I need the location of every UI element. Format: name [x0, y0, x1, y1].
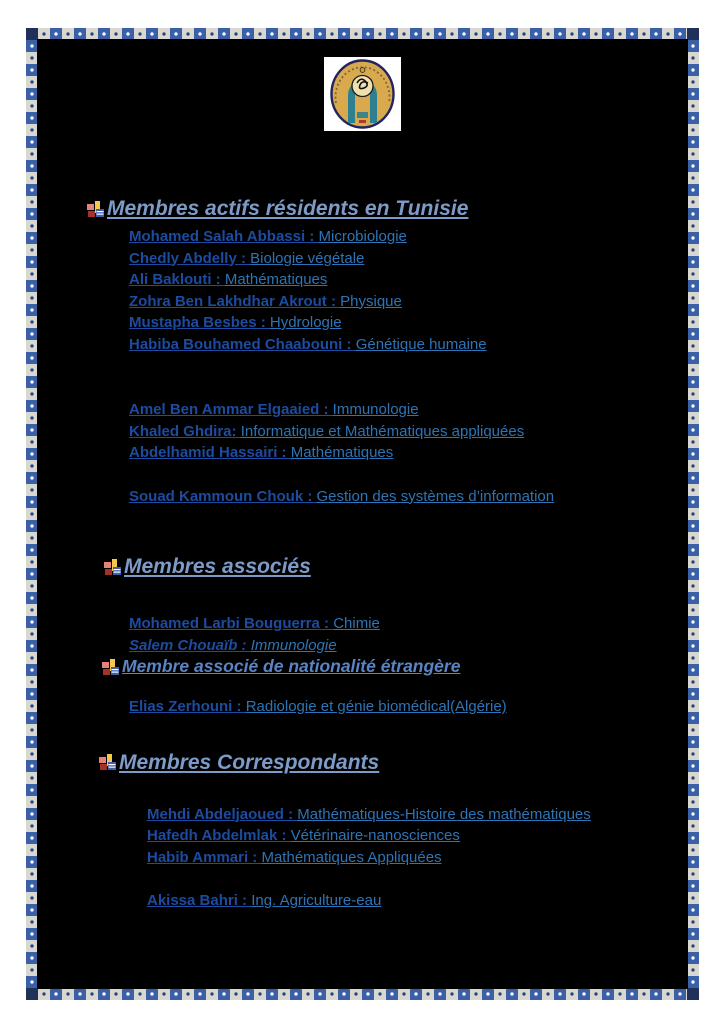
member-group	[37, 804, 688, 869]
border-strip-bottom	[26, 988, 699, 1000]
member-specialty: Hydrologie	[269, 314, 342, 331]
academy-seal-image	[324, 57, 401, 131]
member-specialty: Mathématiques Appliquées	[261, 848, 442, 866]
border-corner	[26, 988, 38, 1000]
member-name: Amel Ben Ammar Elgaaied :	[129, 401, 333, 418]
section-heading-row	[37, 749, 688, 777]
member-entry-link[interactable]	[147, 847, 688, 869]
member-name: Habib Ammari :	[147, 848, 262, 866]
member-list	[37, 226, 688, 507]
section-title: Membres associés	[124, 555, 311, 578]
section-title: Membres actifs résidents en Tunisie	[107, 197, 469, 220]
section-membre-associe-etranger	[37, 654, 688, 718]
member-entry-link[interactable]	[129, 226, 688, 248]
member-specialty: Biologie végétale	[250, 249, 365, 267]
member-group	[37, 486, 688, 508]
member-entry-link[interactable]	[129, 442, 688, 464]
member-specialty: Mathématiques	[224, 271, 328, 288]
member-entry-link[interactable]	[129, 312, 688, 334]
member-name: Elias Zerhouni :	[129, 698, 246, 715]
section-heading-row	[37, 196, 688, 222]
member-entry-link[interactable]	[129, 421, 688, 443]
member-name: Chedly Abdelly :	[129, 249, 251, 267]
member-specialty: Immunologie	[332, 401, 419, 418]
section-membres-actifs	[37, 196, 688, 507]
member-specialty: Immunologie	[250, 636, 337, 654]
member-group	[37, 696, 688, 718]
section-title: Membres Correspondants	[119, 750, 380, 774]
member-name: Mustapha Besbes :	[129, 314, 270, 331]
member-specialty: Informatique et Mathématiques appliquées	[240, 422, 525, 440]
member-entry-link[interactable]	[147, 804, 688, 826]
member-name: Ali Baklouti :	[129, 271, 225, 288]
member-name: Hafedh Abdelmlak :	[147, 827, 291, 844]
section-membres-associes	[37, 554, 688, 656]
member-group	[37, 890, 688, 912]
member-group	[37, 399, 688, 464]
member-list	[37, 696, 688, 718]
member-entry-link[interactable]	[129, 635, 688, 657]
member-name: Zohra Ben Lakhdhar Akrout :	[129, 292, 341, 310]
member-specialty: Radiologie et génie biomédical(Algérie)	[245, 698, 507, 715]
page-content	[37, 39, 688, 989]
member-specialty: Chimie	[333, 615, 380, 632]
member-name: Akissa Bahri :	[147, 892, 252, 909]
member-specialty: Vétérinaire-nanosciences	[290, 827, 460, 844]
member-specialty: Ing. Agriculture-eau	[251, 892, 382, 909]
chart-bullet-icon	[99, 754, 116, 770]
member-entry-link[interactable]	[129, 486, 688, 508]
member-list	[37, 804, 688, 912]
member-specialty: Microbiologie	[318, 228, 407, 245]
member-specialty: Mathématiques	[290, 444, 394, 461]
member-entry-link[interactable]	[129, 399, 688, 421]
border-corner	[687, 988, 699, 1000]
member-group	[37, 226, 688, 355]
member-specialty: Physique	[340, 292, 402, 310]
member-name: Abdelhamid Hassairi :	[129, 444, 291, 461]
chart-bullet-icon	[104, 559, 121, 575]
member-entry-link[interactable]	[129, 248, 688, 270]
chart-bullet-icon	[102, 659, 119, 675]
member-name: Mehdi Abdeljaoued :	[147, 805, 298, 823]
chart-bullet-icon	[87, 201, 104, 217]
member-name: Khaled Ghdira:	[129, 422, 241, 440]
member-entry-link[interactable]	[147, 825, 688, 847]
section-title: Membre associé de nationalité étrangère	[122, 656, 461, 676]
member-entry-link[interactable]	[129, 269, 688, 291]
member-entry-link[interactable]	[129, 613, 688, 635]
academy-seal-logo	[324, 57, 401, 131]
border-strip-right	[687, 40, 699, 988]
member-group	[37, 613, 688, 656]
member-specialty: Mathématiques-Histoire des mathématiques	[297, 805, 591, 823]
member-name: Habiba Bouhamed Chaabouni :	[129, 335, 356, 353]
section-heading-row	[37, 654, 688, 678]
member-entry-link[interactable]	[129, 334, 688, 356]
member-list	[37, 613, 688, 656]
member-specialty: Gestion des systèmes d’information	[316, 487, 555, 505]
member-name: Salem Chouaïb :	[129, 636, 251, 654]
member-name: Souad Kammoun Chouk :	[129, 487, 317, 505]
border-corner	[687, 28, 699, 40]
section-heading-row	[37, 554, 688, 580]
member-entry-link[interactable]	[129, 696, 688, 718]
member-entry-link[interactable]	[147, 890, 688, 912]
member-name: Mohamed Salah Abbassi :	[129, 228, 319, 245]
section-membres-correspondants	[37, 749, 688, 912]
member-entry-link[interactable]	[129, 291, 688, 313]
member-specialty: Génétique humaine	[355, 335, 487, 353]
member-name: Mohamed Larbi Bouguerra :	[129, 615, 334, 632]
